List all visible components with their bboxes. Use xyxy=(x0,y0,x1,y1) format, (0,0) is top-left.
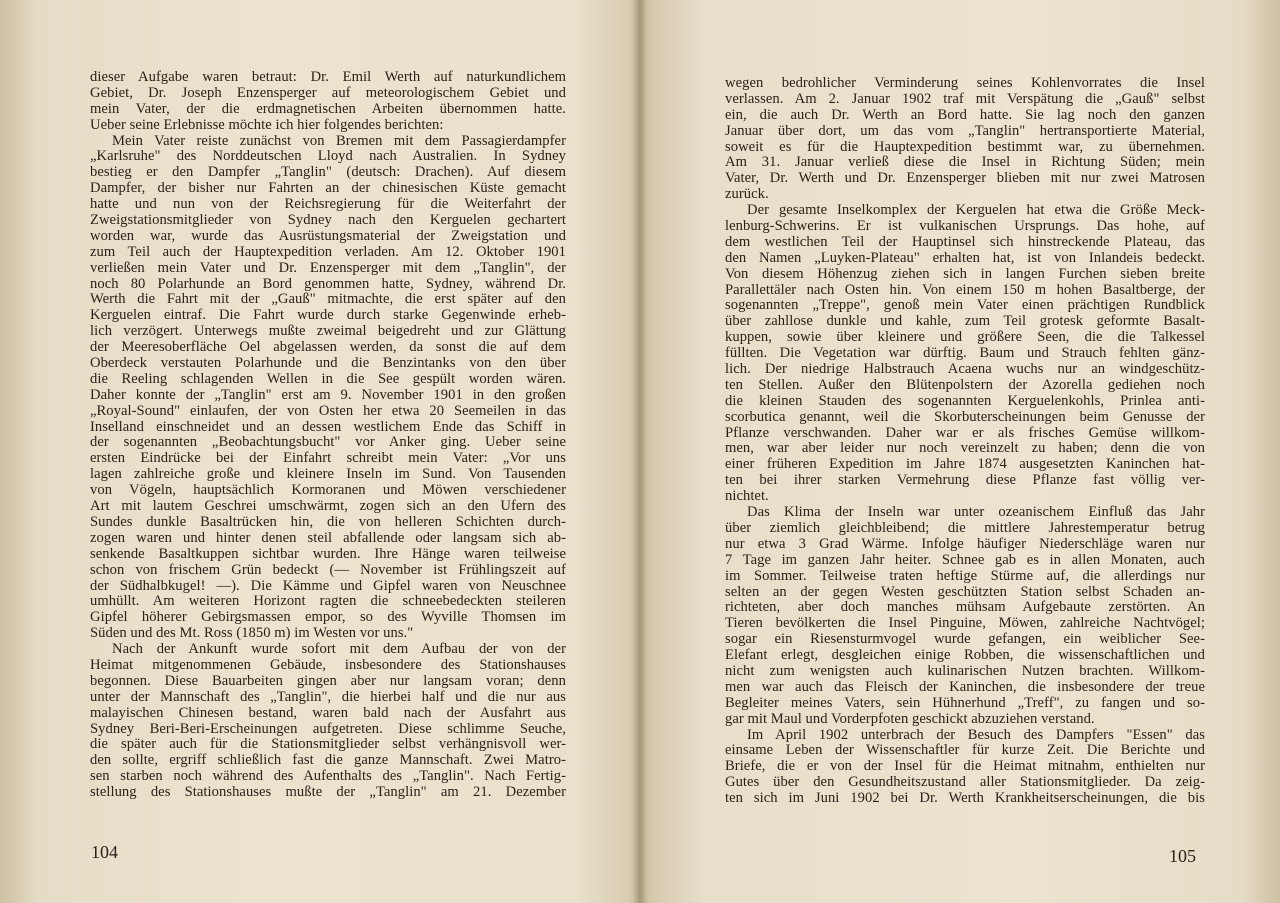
text-line: dem westlichen Teil der Hauptinsel sich hinstreckende Plateau, das xyxy=(725,234,1205,250)
text-line: Im April 1902 unterbrach der Besuch des Dampfers "Essen" das xyxy=(747,727,1205,743)
text-line: hatte und nun von der Reichsregierung für die Weiterfahrt der xyxy=(90,197,566,213)
text-line: von Vögeln, hauptsächlich Kormoranen und Möwen verschiedener xyxy=(90,483,566,499)
text-line: dieser Aufgabe waren betraut: Dr. Emil Werth auf naturkundlichem xyxy=(90,70,566,85)
text-line: scorbutica genannt, weil die Skorbuterscheinungen beim Genusse der xyxy=(725,409,1205,425)
text-line: Daher konnte der „Tanglin" erst am 9. November 1901 in den großen xyxy=(90,387,566,403)
text-line: der Südhalbkugel! —). Die Kämme und Gipfel waren von Neuschnee xyxy=(90,578,566,594)
text-line: lich. Der niedrige Halbstrauch Acaena wuchs nur an windgeschütz- xyxy=(725,362,1205,378)
text-line: lagen zahlreiche große und kleinere Inseln im Sund. Von Tausenden xyxy=(90,467,566,483)
right-page-text xyxy=(725,76,1205,807)
text-line: Tieren bevölkerten die Insel Pinguine, Möwen, zahlreiche Nachtvögel; xyxy=(725,616,1205,632)
text-line: begonnen. Diese Bauarbeiten gingen aber nur langsam voran; denn xyxy=(90,673,566,689)
text-line: soweit es für die Hauptexpedition bestimmt war, zu übernehmen. xyxy=(725,139,1205,155)
text-line: richteten, aber doch manches mühsam Aufgebaute zerstörten. An xyxy=(725,600,1205,616)
text-line: Der gesamte Inselkomplex der Kerguelen hat etwa die Größe Meck- xyxy=(747,203,1205,219)
text-line: lich verzögert. Unterwegs mußte zweimal beigedreht und zur Glättung xyxy=(90,324,566,340)
text-line: men, war aber leider nur noch vereinzelt zu haben; denn die von xyxy=(725,441,1205,457)
text-line: die kleinen Stauden des sogenannten Kerguelenkohls, Prinlea anti- xyxy=(725,393,1205,409)
text-line: Sydney Beri-Beri-Erscheinungen aufgetreten. Diese schlimme Seuche, xyxy=(90,721,566,737)
text-line: ersten Eindrücke bei der Einfahrt schreibt mein Vater: „Vor uns xyxy=(90,451,566,467)
text-line: den Namen „Luyken-Plateau" erhalten hat, ist von Inlandeis bedeckt. xyxy=(725,250,1205,266)
text-line: umhüllt. Am weiteren Horizont ragten die schneebedeckten steileren xyxy=(90,594,566,610)
right-page-number: 105 xyxy=(1169,846,1196,866)
text-line: Art mit lautem Geschrei umschwärmt, zogen sich an den Ufern des xyxy=(90,499,566,515)
text-line: Briefe, die er von der Insel für die Heimat mitnahm, enthielten nur xyxy=(725,759,1205,775)
text-line: sen starben noch während des Aufenthalts des „Tanglin". Nach Fertig- xyxy=(90,769,566,785)
text-line: sogenannten „Treppe", genoß mein Vater einen prächtigen Rundblick xyxy=(725,298,1205,314)
text-line: der sogenannten „Beobachtungsbucht" vor Anker ging. Ueber seine xyxy=(90,435,566,451)
text-line: verlassen. Am 2. Januar 1902 traf mit Verspätung die „Gauß" selbst xyxy=(725,91,1205,107)
text-line: „Royal-Sound" einlaufen, der von Osten her etwa 20 Seemeilen in das xyxy=(90,403,566,419)
text-line: malayischen Chinesen bestand, waren bald nach der Ausfahrt aus xyxy=(90,705,566,721)
text-line: Heimat mitgenommenen Gebäude, insbesondere des Stationshauses xyxy=(90,657,566,673)
text-line: ten Stellen. Außer den Blütenpolstern der Azorella gediehen noch xyxy=(725,377,1205,393)
text-line: Inselland einschneidet und an dessen westlichem Ende das Schiff in xyxy=(90,419,566,435)
text-line: Kerguelen eintraf. Die Fahrt wurde durch starke Gegenwinde erheb- xyxy=(90,308,566,324)
text-line: ein, die auch Dr. Werth an Bord hatte. Sie lag noch den ganzen xyxy=(725,107,1205,123)
text-line: lenburg-Schwerins. Er ist vulkanischen Ursprungs. Das hohe, auf xyxy=(725,219,1205,235)
text-line: „Karlsruhe" des Norddeutschen Lloyd nach Australien. In Sydney xyxy=(90,149,566,165)
text-line: noch 80 Polarhunde an Bord genommen hatte, Sydney, während Dr. xyxy=(90,276,566,292)
text-line: die später auch für die Stationsmitglieder selbst verhängnisvoll wer- xyxy=(90,737,566,753)
text-line: Parallettäler nach Osten hin. Von einem 150 m hohen Basaltberge, der xyxy=(725,282,1205,298)
text-line: worden war, wurde das Ausrüstungsmaterial der Zweigstation und xyxy=(90,228,566,244)
text-line: einer früheren Expedition im Jahre 1874 ausgesetzten Kaninchen hat- xyxy=(725,457,1205,473)
text-line: die Reeling schlagenden Wellen in die See gespült worden wären. xyxy=(90,371,566,387)
text-line: nicht zum wenigsten auch kulinarischen Nutzen brachten. Willkom- xyxy=(725,663,1205,679)
text-line: stellung des Stationshauses mußte der „Tanglin" am 21. Dezember xyxy=(90,785,566,801)
text-line: den sollte, ergriff schließlich fast die ganze Mannschaft. Zwei Matro- xyxy=(90,753,566,769)
text-line: einsame Leben der Wissenschaftler für kurze Zeit. Die Berichte und xyxy=(725,743,1205,759)
text-line: gar mit Maul und Vorderpfoten geschickt abzuziehen verstand. xyxy=(725,711,1095,727)
text-line: Nach der Ankunft wurde sofort mit dem Aufbau der von der xyxy=(112,642,566,658)
text-line: Gipfel höherer Gebirgsmassen empor, so des Wyville Thomsen im xyxy=(90,610,566,626)
text-line: der Meeresoberfläche Oel abgelassen werden, da sonst die auf dem xyxy=(90,340,566,356)
right-page xyxy=(640,0,1280,903)
text-line: im Sommer. Teilweise traten heftige Stürme auf, die allerdings nur xyxy=(725,568,1205,584)
text-line: schon von frischem Grün bedeckt (— November ist Frühlingszeit auf xyxy=(90,562,566,578)
text-line: Werth die Fahrt mit der „Gauß" mitmachte, die erst später auf den xyxy=(90,292,566,308)
text-line: Süden und des Mt. Ross (1850 m) im Westen vor uns." xyxy=(90,626,414,642)
text-line: unter der Mannschaft des „Tanglin", die hierbei half und die nur aus xyxy=(90,689,566,705)
text-line: sogar ein Riesensturmvogel wurde gefangen, ein weiblicher See- xyxy=(725,632,1205,648)
text-line: kuppen, sowie über kleinere und größere Seen, die die Talkessel xyxy=(725,330,1205,346)
text-line: Dampfer, der bisher nur Fahrten an der chinesischen Küste gemacht xyxy=(90,181,566,197)
text-line: senkende Basaltkuppen sichtbar wurden. Ihre Hänge waren teilweise xyxy=(90,546,566,562)
text-line: Vater, Dr. Werth und Dr. Enzensperger blieben mit nur zwei Matrosen xyxy=(725,171,1205,187)
text-line: nichtet. xyxy=(725,489,769,505)
text-line: zum Teil auch der Hauptexpedition verladen. Am 12. Oktober 1901 xyxy=(90,244,566,260)
text-line: füllten. Die Vegetation war dürftig. Baum und Strauch fehlten gänz- xyxy=(725,346,1205,362)
text-line: mein Vater, der die erdmagnetischen Arbeiten übernommen hatte. xyxy=(90,101,566,117)
text-line: bestieg er den Dampfer „Tanglin" (deutsch: Drachen). Auf diesem xyxy=(90,165,566,181)
text-line: nur etwa 3 Grad Wärme. Infolge häufiger Niederschläge waren nur xyxy=(725,536,1205,552)
left-page-text xyxy=(90,70,566,801)
text-line: Januar über dort, um das vom „Tanglin" hertransportierte Material, xyxy=(725,123,1205,139)
text-line: Das Klima der Inseln war unter ozeanischem Einfluß das Jahr xyxy=(747,505,1205,521)
text-line: über ziemlich gleichbleibend; die mittlere Jahrestemperatur betrug xyxy=(725,520,1205,536)
text-line: ten bei ihrer starken Vermehrung diese Pflanze fast völlig ver- xyxy=(725,473,1205,489)
text-line: zogen waren und hinter denen steil abfallende oder langsam sich ab- xyxy=(90,530,566,546)
text-line: Oberdeck verstauten Polarhunde und die Benzintanks von den über xyxy=(90,356,566,372)
text-line: selten an der gegen Westen geschützten Station selbst Schaden an- xyxy=(725,584,1205,600)
left-page-number: 104 xyxy=(91,842,118,862)
text-line: Sundes dunkle Basaltrücken hin, die von helleren Schichten durch- xyxy=(90,514,566,530)
text-line: Zweigstationsmitglieder von Sydney nach den Kerguelen gechartert xyxy=(90,213,566,229)
text-line: Pflanze verschwanden. Daher war er als frisches Gemüse willkom- xyxy=(725,425,1205,441)
text-line: Begleiter meines Vaters, sein Hühnerhund „Treff", zu fangen und so- xyxy=(725,695,1205,711)
text-line: verließen mein Vater und Dr. Enzensperger mit dem „Tanglin", der xyxy=(90,260,566,276)
text-line: über zahllose dunkle und kahle, zum Teil grotesk geformte Basalt- xyxy=(725,314,1205,330)
text-line: Gebiet, Dr. Joseph Enzensperger auf meteorologischem Gebiet und xyxy=(90,85,566,101)
text-line: 7 Tage im ganzen Jahr heiter. Schnee gab es in allen Monaten, auch xyxy=(725,552,1205,568)
text-line: wegen bedrohlicher Verminderung seines Kohlenvorrates die Insel xyxy=(725,76,1205,91)
text-line: Am 31. Januar verließ diese die Insel in Richtung Süden; mein xyxy=(725,155,1205,171)
text-line: ten sich im Juni 1902 bei Dr. Werth Krankheitserscheinungen, die bis xyxy=(725,791,1205,807)
text-line: Gutes über den Gesundheitszustand aller Stationsmitglieder. Da zeig- xyxy=(725,775,1205,791)
text-line: Ueber seine Erlebnisse möchte ich hier folgendes berichten: xyxy=(90,117,444,133)
text-line: zurück. xyxy=(725,187,769,203)
text-line: Von diesem Höhenzug ziehen sich in langen Furchen sieben breite xyxy=(725,266,1205,282)
text-line: Mein Vater reiste zunächst von Bremen mit dem Passagierdampfer xyxy=(112,133,566,149)
text-line: men war auch das Fleisch der Kaninchen, die insbesondere der treue xyxy=(725,679,1205,695)
text-line: Elefant erlegt, desgleichen einige Robben, die wissenschaftlichen und xyxy=(725,648,1205,664)
